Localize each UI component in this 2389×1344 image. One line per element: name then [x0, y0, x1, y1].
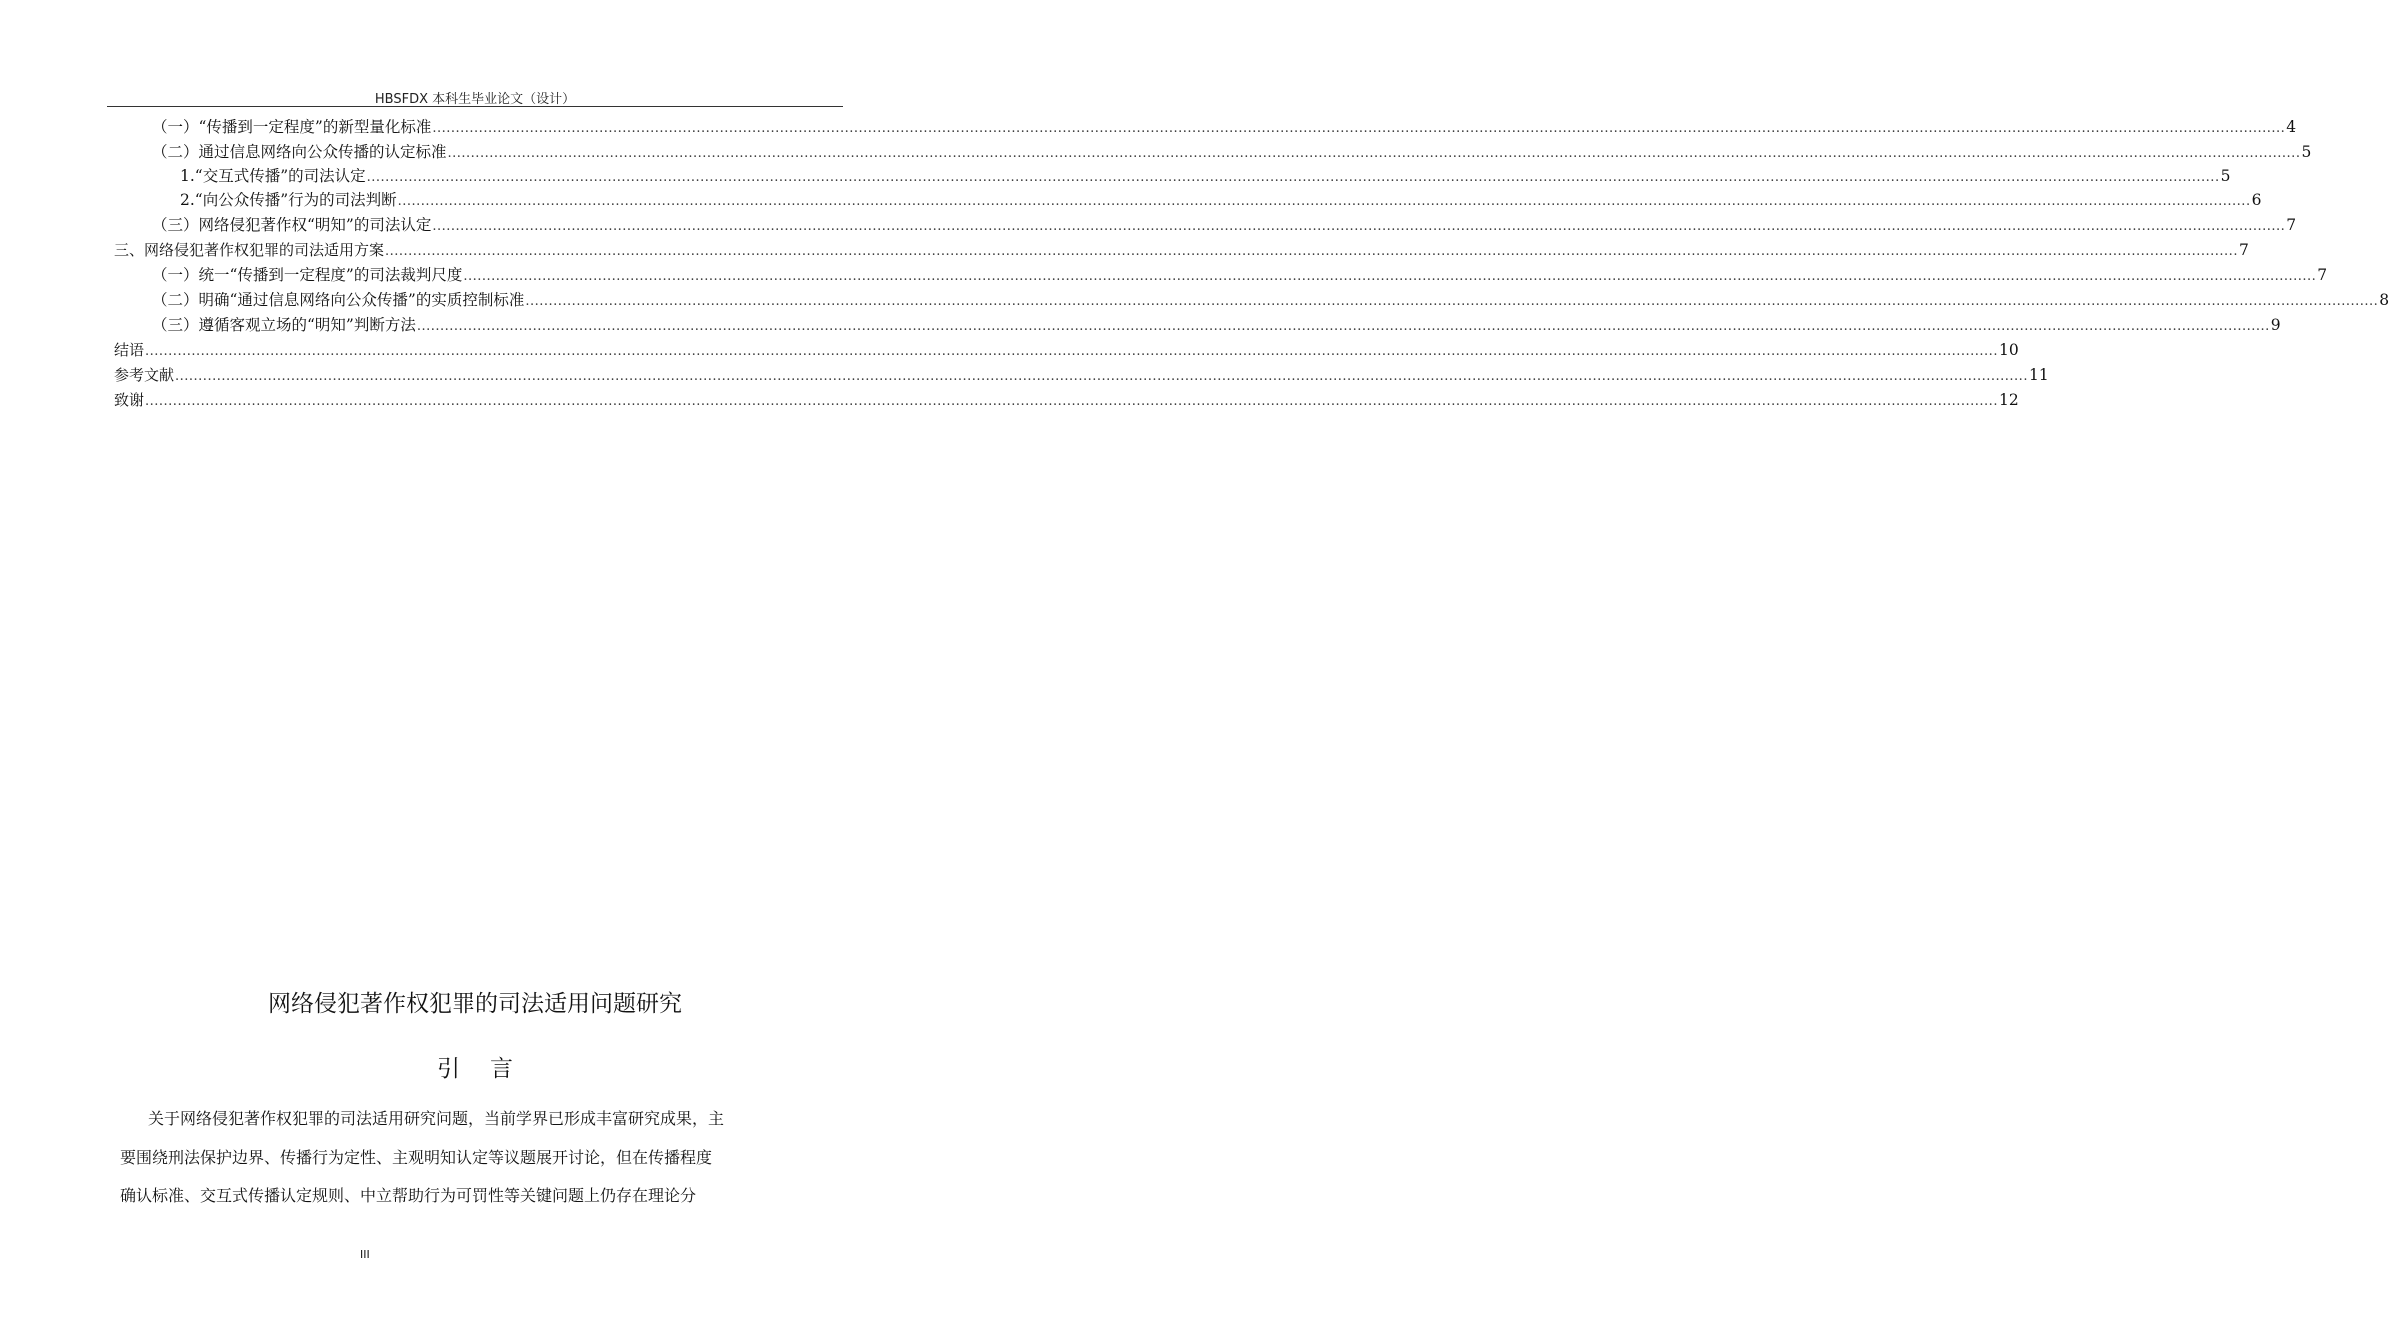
toc-leader-dots: ................................................................................................................................................................................................................................................................................................................................................................................................................ [385, 244, 2238, 259]
toc-entry[interactable] [114, 238, 2249, 262]
toc-leader-dots: ................................................................................................................................................................................................................................................................................................................................................................................................................ [432, 121, 2286, 136]
toc-entry[interactable] [152, 213, 2297, 237]
paper-title: 网络侵犯著作权犯罪的司法适用问题研究 [268, 991, 682, 1017]
toc-entry-label: 1.“交互式传播”的司法认定 [180, 167, 366, 185]
toc-entry-label: 参考文献 [114, 366, 175, 384]
body-line: 关于网络侵犯著作权犯罪的司法适用研究问题，当前学界已形成丰富研究成果，主 [148, 1109, 725, 1128]
toc-entry-page: 6 [2251, 191, 2262, 209]
toc-entry-page: 9 [2270, 316, 2281, 334]
toc-entry-label: 结语 [114, 341, 145, 359]
toc-entry[interactable] [114, 338, 2019, 362]
toc-leader-dots: ................................................................................................................................................................................................................................................................................................................................................................................................................ [145, 394, 1998, 409]
toc-entry-label: （一）“传播到一定程度”的新型量化标准 [152, 118, 432, 136]
toc-leader-dots: ................................................................................................................................................................................................................................................................................................................................................................................................................ [175, 369, 2028, 384]
toc-entry-page: 11 [2028, 366, 2049, 384]
toc-leader-dots: ................................................................................................................................................................................................................................................................................................................................................................................................................ [525, 294, 2379, 309]
toc-entry-page: 5 [2220, 167, 2231, 185]
toc-leader-dots: ................................................................................................................................................................................................................................................................................................................................................................................................................ [416, 319, 2270, 334]
toc-entry-label: 2.“向公众传播”行为的司法判断 [180, 191, 397, 209]
toc-entry[interactable] [180, 188, 2262, 212]
toc-entry-page: 5 [2301, 143, 2312, 161]
body-line: 确认标准、交互式传播认定规则、中立帮助行为可罚性等关键问题上仍存在理论分 [120, 1186, 697, 1205]
toc-entry-label: （一）统一“传播到一定程度”的司法裁判尺度 [152, 266, 463, 284]
header-title: HBSFDX 本科生毕业论文（设计） [374, 92, 576, 107]
toc-entry-label: （三）遵循客观立场的“明知”判断方法 [152, 316, 416, 334]
toc-entry[interactable] [114, 388, 2019, 412]
toc-entry-label: 三、网络侵犯著作权犯罪的司法适用方案 [114, 241, 385, 259]
toc-entry[interactable] [180, 164, 2231, 188]
toc-leader-dots: ................................................................................................................................................................................................................................................................................................................................................................................................................ [366, 170, 2220, 185]
page-number: III [360, 1248, 370, 1261]
toc-entry-page: 4 [2286, 118, 2297, 136]
table-of-contents [0, 0, 2389, 420]
toc-entry-label: （二）明确“通过信息网络向公众传播”的实质控制标准 [152, 291, 525, 309]
toc-entry[interactable] [114, 363, 2049, 387]
toc-entry-page: 7 [2286, 216, 2297, 234]
toc-entry-label: （三）网络侵犯著作权“明知”的司法认定 [152, 216, 432, 234]
toc-leader-dots: ................................................................................................................................................................................................................................................................................................................................................................................................................ [447, 146, 2301, 161]
toc-entry-label: 致谢 [114, 391, 145, 409]
toc-entry-label: （二）通过信息网络向公众传播的认定标准 [152, 143, 447, 161]
toc-leader-dots: ................................................................................................................................................................................................................................................................................................................................................................................................................ [432, 219, 2286, 234]
toc-entry-page: 7 [2317, 266, 2328, 284]
body-line: 要围绕刑法保护边界、传播行为定性、主观明知认定等议题展开讨论，但在传播程度 [120, 1148, 713, 1167]
toc-leader-dots: ................................................................................................................................................................................................................................................................................................................................................................................................................ [463, 269, 2317, 284]
toc-entry[interactable] [152, 263, 2328, 287]
toc-entry-page: 12 [1998, 391, 2019, 409]
section-heading: 引言 [437, 1056, 543, 1082]
toc-entry[interactable] [152, 115, 2297, 139]
toc-leader-dots: ................................................................................................................................................................................................................................................................................................................................................................................................................ [397, 194, 2251, 209]
toc-entry-page: 8 [2379, 291, 2389, 309]
toc-entry-page: 7 [2238, 241, 2249, 259]
toc-entry[interactable] [152, 140, 2312, 164]
toc-leader-dots: ................................................................................................................................................................................................................................................................................................................................................................................................................ [145, 344, 1998, 359]
toc-entry[interactable] [152, 288, 2389, 312]
toc-entry[interactable] [152, 313, 2281, 337]
toc-entry-page: 10 [1998, 341, 2019, 359]
